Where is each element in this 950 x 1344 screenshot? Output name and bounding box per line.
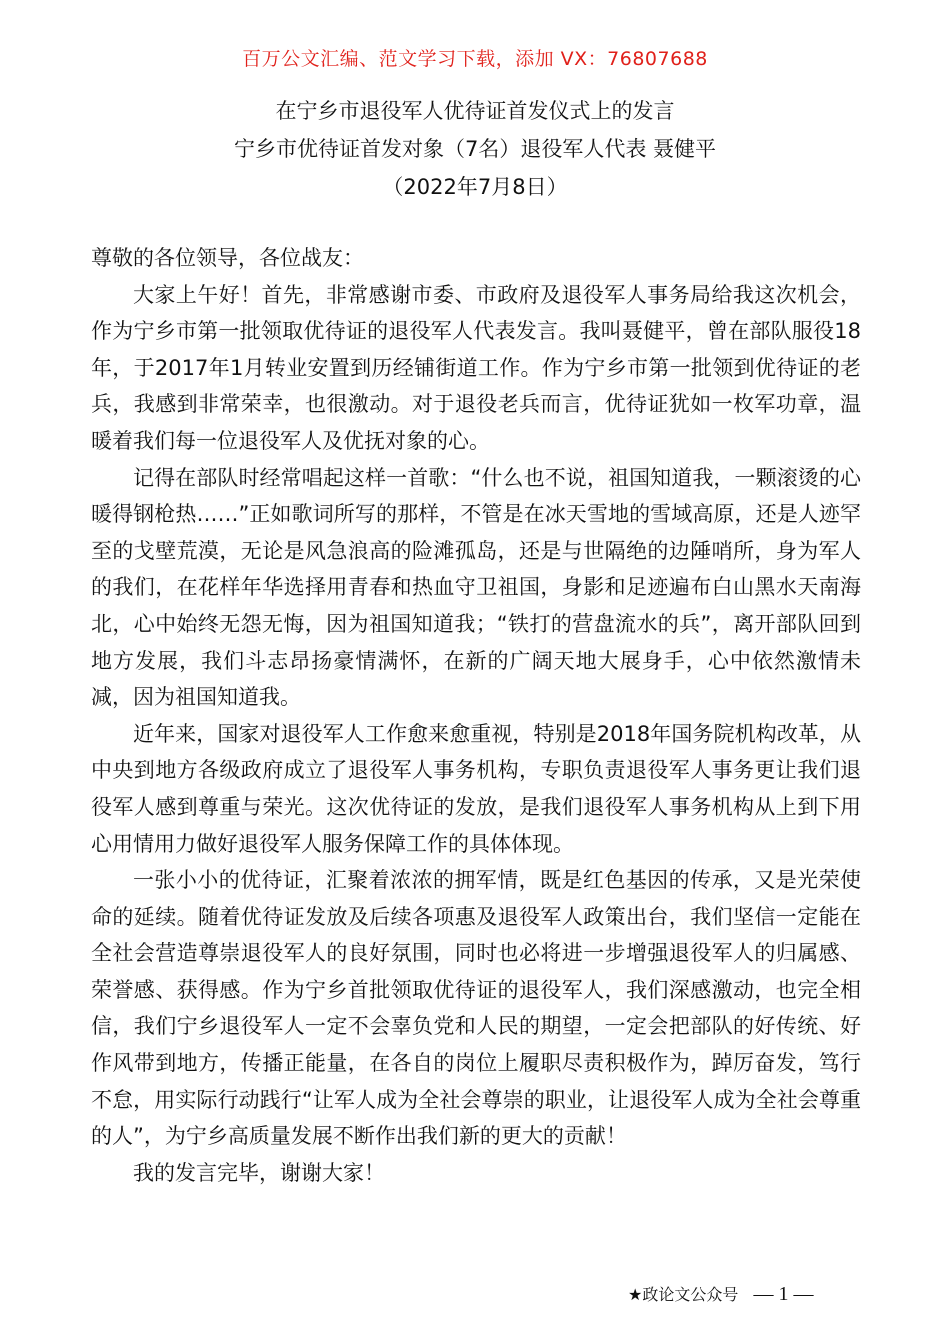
salutation: 尊敬的各位领导，各位战友：	[91, 246, 364, 270]
speech-date: （2022年7月8日）	[382, 175, 568, 199]
paragraph: 一张小小的优待证，汇聚着浓浓的拥军情，既是红色基因的传承，又是光荣使命的延续。随着优待证发放及后续各项惠及退役军人政策出台，我们坚信一定能在全社会营造尊崇退役军人的良好氛围，同时也必将进一步增强退役军人的归属感、荣誉感、获得感。作为宁乡首批领取优待证的退役军人，我们深感激动，也完全相信，我们宁乡退役军人一定不会辜负党和人民的期望，一定会把部队的好传统、好作风带到地方，传播正能量，在各自的岗位上履职尽责积极作为，踔厉奋发，笃行不怠，用实际行动践行“让军人成为全社会尊崇的职业，让退役军人成为全社会尊重的人”，为宁乡高质量发展不断作出我们新的更大的贡献！	[91, 868, 861, 1149]
paragraph: 大家上午好！首先，非常感谢市委、市政府及退役军人事务局给我这次机会，作为宁乡市第一批领取优待证的退役军人代表发言。我叫聂健平，曾在部队服役18年，于2017年1月转业安置到历经铺街道工作。作为宁乡市第一批领到优待证的老兵，我感到非常荣幸，也很激动。对于退役老兵而言，优待证犹如一枚军功章，温暖着我们每一位退役军人及优抚对象的心。	[91, 282, 861, 453]
speech-title: 在宁乡市退役军人优待证首发仪式上的发言	[275, 99, 675, 123]
page-footer	[628, 1282, 813, 1306]
footer-source: ★政论文公众号	[628, 1285, 739, 1304]
speaker-line: 宁乡市优待证首发对象（7名）退役军人代表 聂健平	[233, 137, 717, 161]
page-number: — 1 —	[753, 1283, 814, 1305]
promo-banner: 百万公文汇编、范文学习下载，添加 VX：76807688	[242, 48, 708, 70]
paragraph: 近年来，国家对退役军人工作愈来愈重视，特别是2018年国务院机构改革，从中央到地方各级政府成立了退役军人事务机构，专职负责退役军人事务更让我们退役军人感到尊重与荣光。这次优待证的发放，是我们退役军人事务机构从上到下用心用情用力做好退役军人服务保障工作的具体体现。	[91, 721, 861, 856]
title-block	[0, 92, 950, 206]
paragraph: 记得在部队时经常唱起这样一首歌：“什么也不说，祖国知道我，一颗滚烫的心暖得钢枪热……”正如歌词所写的那样，不管是在冰天雪地的雪域高原，还是人迹罕至的戈壁荒漠，无论是风急浪高的险滩孤岛，还是与世隔绝的边陲哨所，身为军人的我们，在花样年华选择用青春和热血守卫祖国，身影和足迹遍布白山黑水天南海北，心中始终无怨无悔，因为祖国知道我；“铁打的营盘流水的兵”，离开部队回到地方发展，我们斗志昂扬豪情满怀，在新的广阔天地大展身手，心中依然激情未减，因为祖国知道我。	[91, 465, 861, 710]
speech-body	[91, 240, 861, 1191]
closing-paragraph: 我的发言完毕，谢谢大家！	[133, 1160, 385, 1185]
